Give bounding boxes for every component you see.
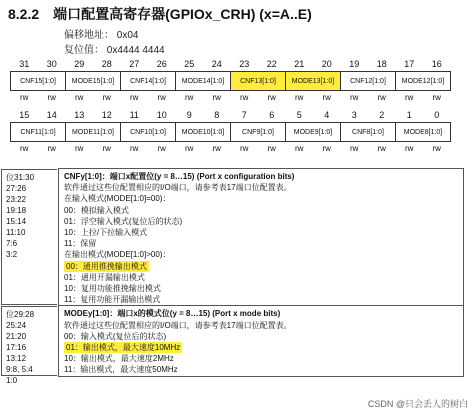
bit-number: 12 [101, 110, 112, 120]
register-field: CNF9[1:0] [231, 123, 286, 142]
bit-position: 27:26 [6, 184, 27, 193]
access-type: rw [377, 144, 386, 153]
access-type: rw [432, 93, 441, 102]
description-line: 01：通用开漏输出模式 [64, 272, 145, 282]
bit-number: 20 [321, 59, 332, 69]
description-line: 10：上拉/下拉输入模式 [64, 228, 148, 238]
register-field: MODE14[1:0] [176, 72, 231, 91]
section-heading [8, 4, 312, 24]
bit-number: 6 [269, 110, 275, 120]
description-line: 软件通过这些位配置相应的I/O端口，请参考表17端口位配置表。 [64, 183, 292, 193]
bit-number: 27 [129, 59, 140, 69]
section-title: 端口配置高寄存器(GPIOx_CRH) (x=A..E) [53, 6, 312, 22]
description-line: MODEy[1:0]：端口x的模式位(y = 8…15) (Port x mode bits) [64, 309, 281, 319]
bit-number: 19 [349, 59, 360, 69]
bit-position: 位29:28 [6, 310, 35, 320]
bit-position: 15:14 [6, 217, 27, 226]
bit-number: 30 [46, 59, 57, 69]
description-line: CNFy[1:0]：端口x配置位(y = 8…15) (Port x configuration bits) [64, 172, 295, 181]
highlighted-description-line: 01：输出模式，最大速度10MHz [66, 343, 181, 353]
register-field: MODE13[1:0] [286, 72, 341, 91]
watermark: CSDN @只会丢人的树白 [367, 399, 468, 409]
access-type: rw [350, 93, 359, 102]
access-type: rw [185, 144, 194, 153]
access-type: rw [185, 93, 194, 102]
bit-number: 10 [156, 110, 167, 120]
description-line: 10：复用功能推挽输出模式 [64, 284, 161, 294]
bit-number: 4 [324, 110, 330, 120]
register-field: MODE12[1:0] [396, 72, 451, 91]
description-line: 10：输出模式，最大速度2MHz [64, 354, 174, 364]
access-type: rw [75, 93, 84, 102]
bit-position: 17:16 [6, 343, 27, 353]
bit-number: 5 [296, 110, 302, 120]
register-lower-half [10, 108, 451, 155]
access-type: rw [405, 144, 414, 153]
register-field: CNF15[1:0] [11, 72, 66, 91]
access-type: rw [322, 144, 331, 153]
access-type: rw [240, 144, 249, 153]
access-type: rw [20, 144, 29, 153]
bit-number: 15 [19, 110, 30, 120]
access-type: rw [20, 93, 29, 102]
access-type: rw [322, 93, 331, 102]
highlighted-description-line: 00：通用推挽输出模式 [66, 261, 147, 271]
bit-position: 7:6 [6, 239, 18, 248]
bit-number: 2 [379, 110, 385, 120]
bit-number: 11 [129, 110, 139, 120]
register-field: CNF11[1:0] [11, 123, 66, 142]
description-line: 11：输出模式，最大速度50MHz [64, 365, 178, 375]
bit-position: 19:18 [6, 206, 27, 215]
bit-number: 25 [184, 59, 195, 69]
register-field: MODE11[1:0] [66, 123, 121, 142]
offset-address: 偏移地址： 0x04 [64, 30, 139, 41]
register-field: MODE8[1:0] [396, 123, 451, 142]
bit-number: 3 [351, 110, 357, 120]
description-line: 软件通过这些位配置相应的I/O端口，请参考表17端口位配置表。 [64, 320, 292, 330]
bit-number: 16 [431, 59, 442, 69]
bit-position: 1:0 [6, 376, 18, 386]
access-type: rw [432, 144, 441, 153]
access-type: rw [295, 93, 304, 102]
bit-number: 14 [46, 110, 57, 120]
description-line: 在输出模式(MODE[1:0]>00)： [64, 250, 171, 260]
bit-position: 13:12 [6, 354, 27, 364]
register-field: MODE15[1:0] [66, 72, 121, 91]
bit-number: 8 [214, 110, 220, 120]
access-type: rw [267, 144, 276, 153]
bit-number: 22 [266, 59, 277, 69]
description-row [6, 169, 463, 306]
access-type: rw [212, 93, 221, 102]
access-type: rw [157, 93, 166, 102]
register-field: CNF8[1:0] [341, 123, 396, 142]
bit-position: 23:22 [6, 195, 27, 204]
access-type: rw [47, 93, 56, 102]
access-type: rw [240, 93, 249, 102]
bit-number: 9 [186, 110, 192, 120]
bit-number: 17 [404, 59, 415, 69]
description-line: 11：复用功能开漏输出模式 [64, 295, 161, 305]
description-line: 11：保留 [64, 239, 97, 249]
access-type: rw [102, 93, 111, 102]
bit-number: 1 [406, 110, 412, 120]
description-line: 00：输入模式(复位后的状态) [64, 331, 167, 341]
register-field: CNF14[1:0] [121, 72, 176, 91]
register-field: CNF13[1:0] [231, 72, 286, 91]
bit-number: 13 [74, 110, 85, 120]
bit-number: 7 [241, 110, 247, 120]
bit-number: 29 [74, 59, 85, 69]
access-type: rw [350, 144, 359, 153]
bit-position: 位31:30 [6, 173, 35, 182]
bit-position: 9:8, 5:4 [6, 365, 33, 375]
description-row [6, 306, 463, 386]
bit-position: 3:2 [6, 250, 18, 259]
register-field: CNF10[1:0] [121, 123, 176, 142]
bit-position: 21:20 [6, 332, 27, 342]
access-type: rw [405, 93, 414, 102]
bit-number: 23 [239, 59, 250, 69]
access-type: rw [130, 144, 139, 153]
bit-number: 31 [19, 59, 30, 69]
bit-number: 21 [294, 59, 305, 69]
access-type: rw [295, 144, 304, 153]
bit-number: 26 [156, 59, 167, 69]
register-field: CNF12[1:0] [341, 72, 396, 91]
field-descriptions [6, 168, 464, 386]
description-line: 01：浮空输入模式(复位后的状态) [64, 216, 183, 226]
register-field: MODE10[1:0] [176, 123, 231, 142]
register-field: MODE9[1:0] [286, 123, 341, 142]
register-upper-half [10, 57, 451, 104]
reset-value: 复位值： 0x4444 4444 [64, 45, 165, 56]
access-type: rw [267, 93, 276, 102]
bit-number: 18 [376, 59, 387, 69]
description-line: 在输入模式(MODE[1:0]=00)： [64, 194, 171, 204]
bit-positions [1, 306, 57, 386]
access-type: rw [130, 93, 139, 102]
access-type: rw [47, 144, 56, 153]
description-text [59, 169, 463, 305]
description-line: 00：模拟输入模式 [64, 205, 129, 215]
bit-number: 24 [211, 59, 222, 69]
section-number: 8.2.2 [8, 6, 40, 22]
description-text [59, 306, 463, 375]
bit-position: 25:24 [6, 321, 27, 331]
access-type: rw [377, 93, 386, 102]
bit-number: 0 [434, 110, 440, 120]
bit-positions [1, 169, 57, 305]
access-type: rw [102, 144, 111, 153]
bit-position: 11:10 [6, 228, 26, 237]
access-type: rw [75, 144, 84, 153]
bit-number: 28 [101, 59, 112, 69]
access-type: rw [157, 144, 166, 153]
access-type: rw [212, 144, 221, 153]
